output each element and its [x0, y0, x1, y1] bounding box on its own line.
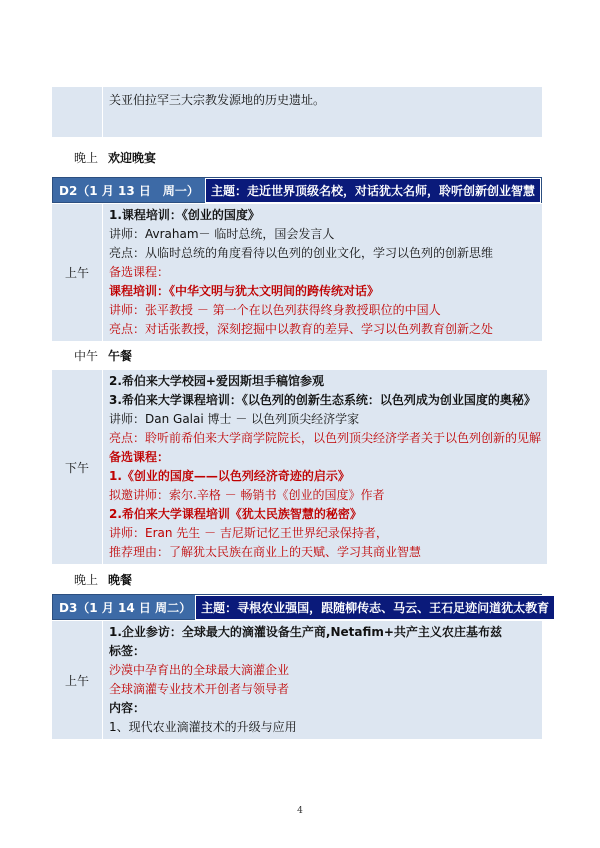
content-heading: 内容： — [109, 701, 146, 715]
alt-course-title-1: 1.《创业的国度——以色列经济奇迹的启示》 — [109, 469, 350, 483]
day2-theme: 主题：走近世界顶级名校，对话犹太名师，聆听创新创业智慧 — [205, 178, 541, 203]
evening-label: 晚上 — [73, 150, 98, 165]
page-number: 4 — [297, 806, 303, 816]
day3-header — [52, 594, 550, 620]
lecturer-line: 讲师：Avraham－ 临时总统，国会发言人 — [109, 227, 335, 241]
course-title: 3.希伯来大学课程培训：《以色列的创新生态系统：以色列成为创业国度的奥秘》 — [109, 393, 536, 407]
intro-row — [52, 86, 542, 137]
intro-label-cell — [52, 87, 103, 137]
tag-line-2: 全球滴灌专业技术开创者与领导者 — [109, 682, 290, 696]
campus-visit-line: 2.希伯来大学校园+爱因斯坦手稿馆参观 — [109, 374, 324, 388]
lecturer-line: 讲师：Dan Galai 博士 － 以色列顶尖经济学家 — [109, 412, 360, 426]
company-visit-line: 1.企业参访：全球最大的滴灌设备生产商,Netafim+共产主义农庄基布兹 — [109, 625, 502, 639]
day2-morning-content — [103, 204, 542, 341]
recommend-reason-line: 推荐理由：了解犹太民族在商业上的天赋、学习其商业智慧 — [109, 545, 422, 559]
tag-line-1: 沙漠中孕育出的全球最大滴灌企业 — [109, 663, 290, 677]
tags-heading: 标签： — [109, 644, 146, 658]
day3-date: D3（1 月 14 日 周二） — [59, 600, 192, 615]
evening-text: 欢迎晚宴 — [108, 150, 157, 165]
day2-header — [52, 177, 542, 203]
content-line-1: 1、现代农业滴灌技术的升级与应用 — [109, 720, 297, 734]
day3-morning-label: 上午 — [52, 621, 103, 739]
day3-theme: 主题：寻根农业强国，跟随柳传志、马云、王石足迹问道犹太教育 — [195, 595, 555, 620]
day3-morning-row — [52, 620, 542, 739]
day2-date: D2（1 月 13 日 周一） — [59, 183, 199, 198]
noon-row — [52, 341, 542, 369]
evening-label: 晚上 — [73, 572, 98, 587]
alt-lecturer-line: 讲师：张平教授 － 第一个在以色列获得终身教授职位的中国人 — [109, 303, 441, 317]
highlight-line: 亮点：聆听前希伯来大学商学院院长，以色列顶尖经济学者关于以色列创新的见解 — [109, 431, 542, 445]
alt-course-title-2: 2.希伯来大学课程培训《犹太民族智慧的秘密》 — [109, 507, 362, 521]
highlight-line: 亮点：从临时总统的角度看待以色列的创业文化，学习以色列的创新思维 — [109, 246, 494, 260]
alt-lecturer-line-2: 讲师：Eran 先生 － 吉尼斯记忆王世界纪录保持者， — [109, 526, 388, 540]
evening-row-1 — [52, 137, 542, 177]
day2-afternoon-row — [52, 369, 542, 564]
alt-lecturer-line-1: 拟邀讲师：索尔.辛格 － 畅销书《创业的国度》作者 — [109, 488, 385, 502]
day2-afternoon-label: 下午 — [52, 370, 103, 564]
alt-highlight-line: 亮点：对话张教授，深刻挖掘中以教育的差异、学习以色列教育创新之处 — [109, 322, 494, 336]
day2-morning-row — [52, 203, 542, 341]
itinerary-page — [52, 86, 550, 739]
evening-row-2 — [52, 564, 542, 594]
noon-text: 午餐 — [108, 348, 133, 363]
course-title: 1.课程培训：《创业的国度》 — [109, 208, 260, 222]
intro-text: 关亚伯拉罕三大宗教发源地的历史遗址。 — [109, 93, 326, 107]
noon-label: 中午 — [73, 348, 98, 363]
alt-course-heading: 备选课程： — [109, 450, 170, 464]
evening-text: 晚餐 — [108, 572, 133, 587]
day2-afternoon-content — [103, 370, 547, 564]
alt-course-title: 课程培训：《中华文明与犹太文明间的跨传统对话》 — [109, 284, 380, 298]
alt-course-heading: 备选课程： — [109, 265, 170, 279]
intro-content-cell — [103, 87, 542, 137]
day2-morning-label: 上午 — [52, 204, 103, 341]
day3-morning-content — [103, 621, 542, 739]
